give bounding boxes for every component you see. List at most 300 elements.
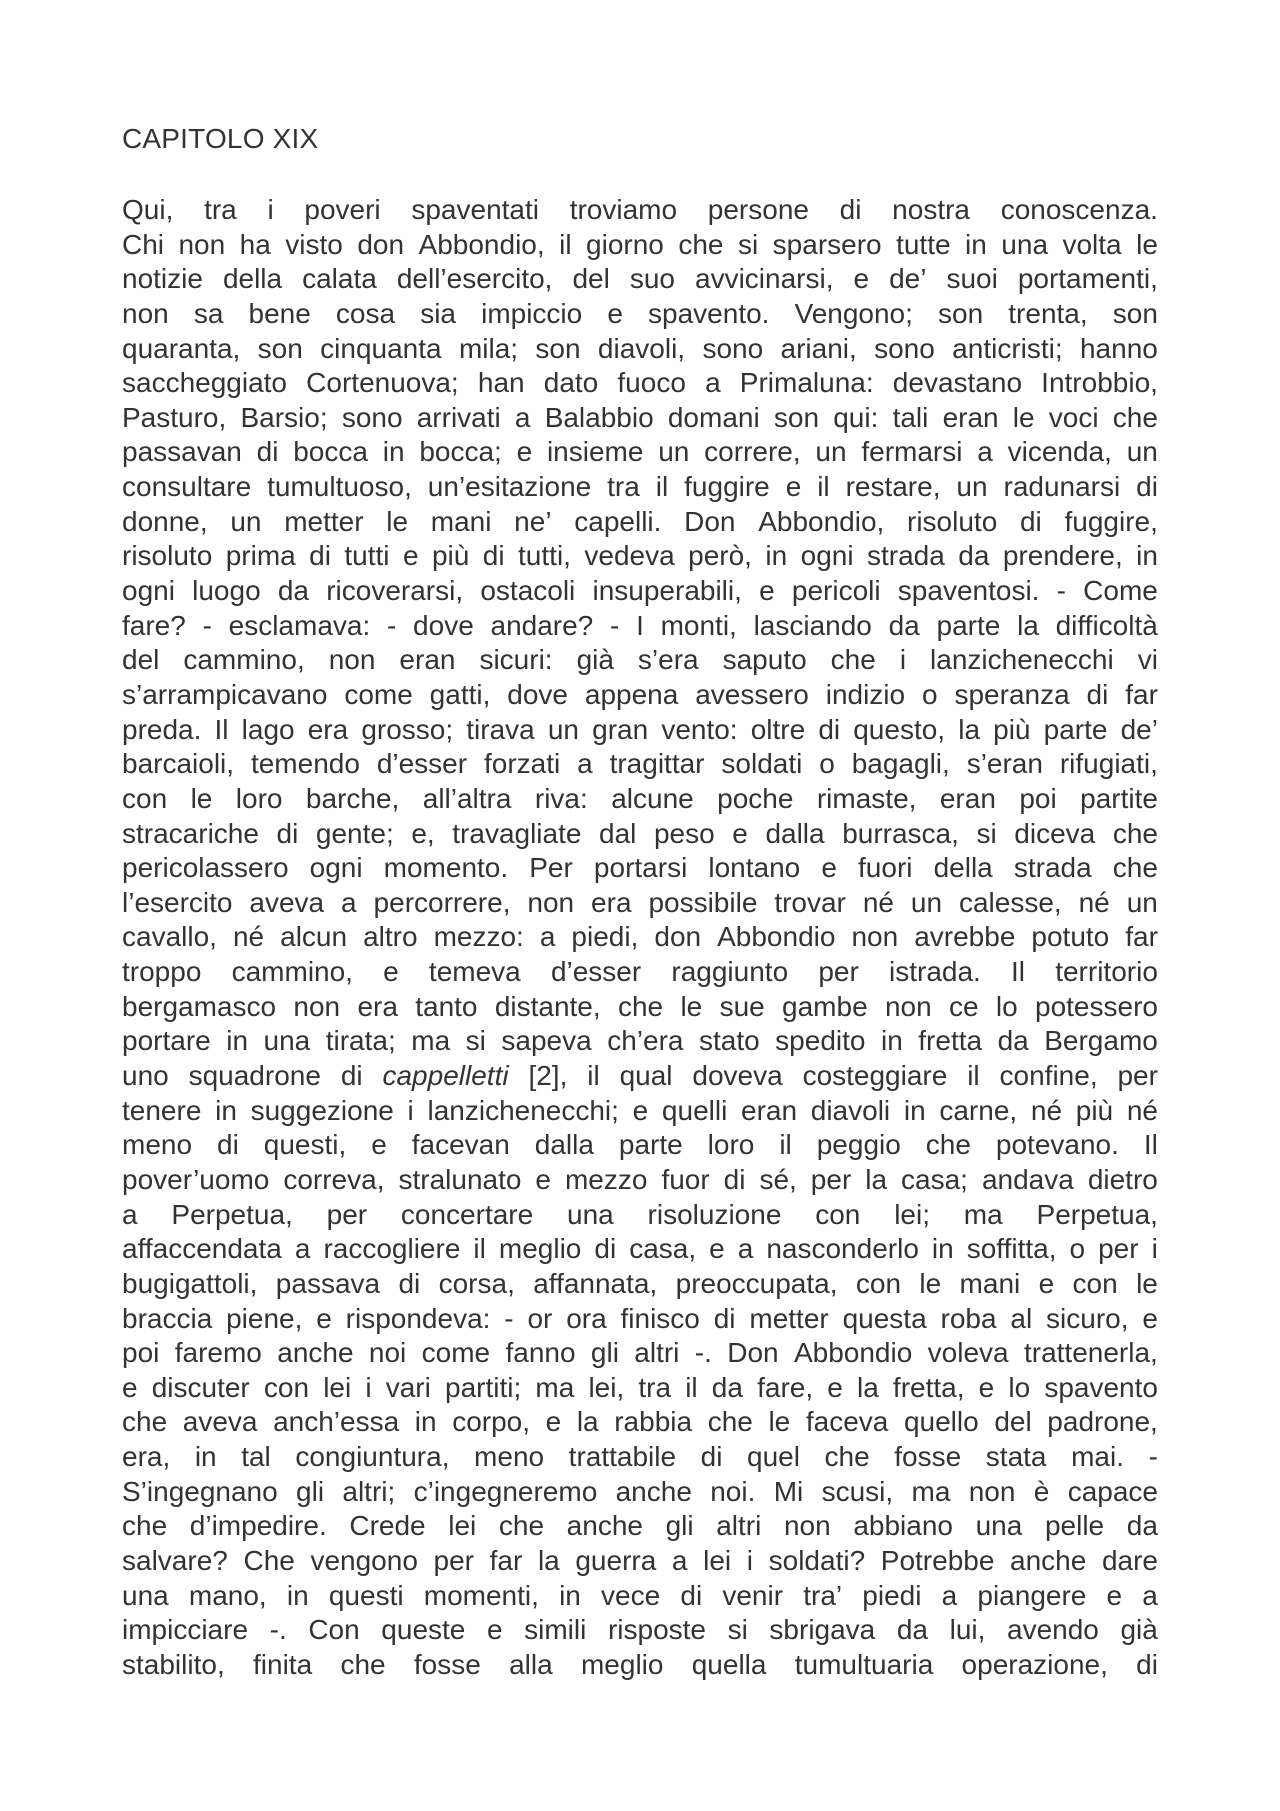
word: né (232, 921, 265, 953)
word: volta (1062, 228, 1122, 260)
word: a (941, 1579, 958, 1611)
word: di (276, 817, 299, 849)
word: da (1126, 1510, 1158, 1542)
word: ce (949, 990, 979, 1022)
word: travagliate (452, 817, 582, 849)
word: avessero (695, 678, 809, 710)
word: e (383, 956, 399, 988)
word: già (1120, 1614, 1158, 1646)
word: era (357, 990, 398, 1022)
word: diavoli (810, 1094, 891, 1126)
word: i (365, 1371, 372, 1403)
word: strada (867, 540, 945, 572)
text-line (122, 1198, 1158, 1233)
word: temendo (250, 748, 360, 780)
word: un (230, 505, 262, 537)
word: tali (892, 401, 929, 433)
word: altri (716, 1510, 762, 1542)
word: anch’essa (273, 1406, 400, 1438)
word: tanto (415, 990, 478, 1022)
word: lo (1008, 1371, 1031, 1403)
word: raccogliere (323, 1233, 461, 1265)
word: sa (193, 297, 224, 329)
word: speranza (954, 678, 1070, 710)
word: forzati (483, 748, 561, 780)
word: poveri (304, 194, 381, 225)
word: voci (1048, 401, 1099, 433)
word: fosse (413, 1648, 481, 1680)
word: l’esercito (122, 886, 233, 918)
word: si (737, 228, 759, 260)
word: in (559, 1579, 581, 1611)
word: mezzo: (433, 921, 524, 953)
word: grosso; (361, 713, 454, 745)
word: son (938, 297, 984, 329)
word: or (527, 1302, 553, 1334)
word: le (919, 1267, 942, 1299)
word: sicuro, (1046, 1302, 1129, 1334)
word: tutte (896, 228, 951, 260)
word: momento. (383, 852, 509, 884)
word: eran (741, 1094, 798, 1126)
word: la (958, 713, 981, 745)
word: sono (874, 332, 935, 364)
word: difficoltà (1055, 609, 1158, 641)
word: in (215, 1094, 237, 1126)
word: far (489, 1544, 523, 1576)
word: Cortenuova; (306, 367, 459, 399)
text-line (122, 401, 1158, 436)
word: -. (269, 1614, 287, 1646)
word: burrasca, (842, 817, 959, 849)
word: né (1126, 1094, 1158, 1126)
word: saccheggiato (122, 367, 288, 399)
word: gli (296, 1475, 325, 1507)
word: bagagli, (851, 748, 950, 780)
word: da (958, 540, 990, 572)
word: faceva (805, 1406, 889, 1438)
word: fuoco (617, 367, 686, 399)
word: son (773, 401, 820, 433)
word: suo (629, 263, 675, 295)
word: quello (903, 1406, 979, 1438)
word: e (978, 1371, 995, 1403)
word: a (539, 921, 556, 953)
word: istrada. (889, 956, 981, 988)
word: abbiano (853, 1510, 953, 1542)
word: portare (122, 1025, 211, 1057)
word: tra (638, 1371, 672, 1403)
word: Il (1011, 956, 1026, 988)
text-line (122, 920, 1158, 955)
word: e (785, 471, 802, 503)
word: ne’ (514, 505, 552, 537)
word: ha (239, 228, 271, 260)
word: e (1106, 1579, 1123, 1611)
word: dove (413, 609, 474, 641)
word: appena (584, 678, 679, 710)
word: rimaste, (816, 782, 917, 814)
word: nostra (892, 194, 970, 225)
word: operazione, (961, 1648, 1108, 1680)
text-line (122, 1163, 1158, 1198)
word: han (477, 367, 525, 399)
word: era, (122, 1441, 171, 1473)
word: che (925, 1129, 971, 1161)
text-line (122, 678, 1158, 713)
text-line (122, 262, 1158, 297)
word: di (309, 540, 331, 572)
word: questo, (853, 713, 946, 745)
word: pericolassero (122, 852, 289, 884)
word: fuggire, (1064, 505, 1158, 537)
word: un’esitazione (427, 471, 592, 503)
word: e (1142, 1302, 1158, 1334)
word: calata (302, 263, 377, 295)
word: però, (688, 540, 752, 572)
word: a (294, 1233, 311, 1265)
word: tra (204, 194, 237, 225)
word: Mi (773, 1475, 804, 1507)
word: cavallo, (122, 921, 217, 953)
word: fuori (858, 852, 913, 884)
word: - (202, 609, 212, 641)
text-line (122, 609, 1158, 644)
text-line (122, 1059, 1158, 1094)
word: per (326, 1198, 368, 1230)
word: un (658, 436, 690, 468)
word: cinquanta (320, 332, 442, 364)
word: Con (308, 1614, 360, 1646)
word: il (473, 1233, 486, 1265)
word: non (328, 644, 376, 676)
word: tutti, (518, 540, 571, 572)
word: portarsi (593, 852, 688, 884)
word: Abbondio, (418, 228, 545, 260)
word: visto (285, 228, 343, 260)
word: vece (601, 1579, 661, 1611)
word: qual (619, 1060, 673, 1092)
text-line (122, 1544, 1158, 1579)
word: Come (1083, 575, 1158, 607)
word: né (862, 886, 894, 918)
text-line (122, 1024, 1158, 1059)
word: anticristi; (952, 332, 1063, 364)
word: le (190, 782, 213, 814)
word: né (1078, 886, 1110, 918)
word: roba (940, 1302, 997, 1334)
word: mezzo (564, 1163, 648, 1195)
word: ogni (800, 540, 854, 572)
word: far (1125, 921, 1158, 953)
word: spaventati (411, 194, 539, 225)
word: anche (615, 1475, 692, 1507)
word: vicenda, (1007, 436, 1112, 468)
word: piedi (862, 1579, 922, 1611)
word: non (884, 990, 932, 1022)
word: non (527, 886, 575, 918)
word: calesse, (958, 886, 1062, 918)
word: lei, (588, 1371, 625, 1403)
word: una (263, 1025, 311, 1057)
word: loro (707, 1129, 755, 1161)
text-line (122, 228, 1158, 263)
word: a (1142, 1579, 1158, 1611)
word: peggio (816, 1129, 901, 1161)
word: avrebbe (914, 921, 1016, 953)
word: riva: (534, 782, 588, 814)
word: vento: (661, 713, 738, 745)
word: bocca (293, 436, 368, 468)
word: e (486, 1614, 503, 1646)
word: - (610, 609, 620, 641)
word: quel (747, 1441, 800, 1473)
word: vedeva (584, 540, 675, 572)
word: facevan (411, 1129, 510, 1161)
word: insieme (546, 436, 644, 468)
word: prendere, (1002, 540, 1123, 572)
word: del (572, 263, 610, 295)
word: d’esser (550, 956, 642, 988)
word: d’impedire. (189, 1510, 327, 1542)
word: che (678, 228, 724, 260)
word: non (783, 1510, 831, 1542)
word: gli (665, 1510, 694, 1542)
word: trattenerla, (1023, 1337, 1158, 1369)
word: stabilito, (122, 1648, 225, 1680)
word: fretta (918, 1025, 983, 1057)
word: spavento (1044, 1371, 1158, 1403)
word: da (896, 1614, 929, 1646)
word: son (535, 332, 581, 364)
word: - (386, 609, 397, 641)
word: con (1072, 1267, 1118, 1299)
word: quelli (661, 1094, 728, 1126)
word: fanno (505, 1337, 576, 1369)
text-line (122, 505, 1158, 540)
word: strada (1013, 852, 1092, 884)
word: meno (474, 1441, 545, 1473)
word: più (1075, 1094, 1114, 1126)
word: di (723, 1163, 746, 1195)
word: Balabbio (544, 401, 654, 433)
word: la (865, 1163, 888, 1195)
word: bene (248, 297, 311, 329)
word: gran (592, 713, 649, 745)
word: che (617, 990, 664, 1022)
word: troppo (122, 956, 202, 988)
word: - (504, 1302, 514, 1334)
word: ma (963, 1198, 1003, 1230)
word: non (293, 990, 341, 1022)
word: e, (411, 817, 435, 849)
word: in (382, 436, 405, 468)
word: Don (684, 505, 736, 537)
word: stralunato (398, 1163, 522, 1195)
word: sapeva (501, 1025, 592, 1057)
word: gatti, (429, 678, 491, 710)
word: sbrigava (769, 1614, 876, 1646)
word: partite (1080, 782, 1158, 814)
word: soldati? (768, 1544, 866, 1576)
word: rifugiati, (1059, 748, 1158, 780)
word: di (1019, 505, 1042, 537)
word: meglio (580, 1648, 664, 1680)
word: che (1112, 852, 1158, 884)
word: che (830, 644, 876, 676)
word: affaccendata (122, 1233, 282, 1265)
word: i (267, 194, 274, 225)
word: tenere (122, 1094, 202, 1126)
text-line (122, 643, 1158, 678)
word: e (827, 1371, 843, 1403)
word: braccia (122, 1302, 213, 1334)
word: finisco (620, 1302, 700, 1334)
text-line (122, 193, 1158, 228)
word: capelli. (574, 505, 662, 537)
word: trovar (774, 886, 846, 918)
word: sparsero (772, 228, 882, 260)
word: notizie (122, 263, 203, 295)
word: di (713, 1302, 736, 1334)
word: fretta, (892, 1371, 965, 1403)
word: soffitta, (966, 1233, 1057, 1265)
word: mani (959, 1267, 1021, 1299)
word: un (547, 713, 580, 745)
word: consultare (122, 471, 252, 503)
word: del (994, 1406, 1032, 1438)
word: il (587, 1060, 600, 1092)
word: un (815, 436, 847, 468)
word: tra’ (803, 1579, 843, 1611)
word: di (1136, 471, 1158, 503)
word: don (654, 921, 702, 953)
word: risoluto (907, 505, 998, 537)
word: confine, (999, 1060, 1098, 1092)
text-line (122, 990, 1158, 1025)
word: a (577, 748, 593, 780)
word: tumultuaria (794, 1648, 934, 1680)
word: un (1126, 886, 1158, 918)
word: si (727, 1614, 748, 1646)
word: lui, (949, 1614, 986, 1646)
word: in (965, 228, 987, 260)
word: S’ingegnano (122, 1475, 278, 1507)
word: con (263, 1371, 310, 1403)
word: saputo (722, 644, 807, 676)
word: s’era (637, 644, 699, 676)
word: diceva (1014, 817, 1096, 849)
word: passavan (122, 436, 242, 468)
word: in (765, 540, 788, 572)
word: fare? (122, 609, 186, 641)
word: dalla (765, 817, 825, 849)
word: Vengono; (794, 297, 913, 329)
word: un (910, 886, 943, 918)
word: tutti (344, 540, 390, 572)
word: dal (599, 817, 637, 849)
word: risposte (607, 1614, 706, 1646)
word: in (286, 1579, 309, 1611)
word: di (217, 1129, 239, 1161)
text-line (122, 470, 1158, 505)
word: da (277, 575, 310, 607)
word: del (122, 644, 160, 676)
word: i (407, 1094, 414, 1126)
word: percorrere, (373, 886, 511, 918)
text-line (122, 1648, 1158, 1683)
word: parte (618, 1129, 683, 1161)
word: il (779, 1129, 792, 1161)
word: dalla (534, 1129, 594, 1161)
word: più (431, 540, 470, 572)
word: poi (1019, 782, 1057, 814)
word: casa; (901, 1163, 968, 1195)
word: il (685, 1371, 698, 1403)
word: - (1148, 1441, 1158, 1473)
word: esclamava: (228, 609, 371, 641)
word: sicuri: (479, 644, 553, 676)
word: e (709, 1233, 725, 1265)
word: in (880, 1025, 903, 1057)
word: squadrone (188, 1060, 321, 1092)
word: aveva (249, 886, 325, 918)
word: padrone, (1047, 1406, 1158, 1438)
word: lasciando (753, 609, 872, 641)
chapter-title: CAPITOLO XIX (122, 123, 319, 154)
word: i (1151, 1233, 1158, 1265)
text-line (122, 782, 1158, 817)
word: trattabile (568, 1441, 677, 1473)
word: affannata, (533, 1267, 658, 1299)
word: doveva (692, 1060, 783, 1092)
word: concertare (400, 1198, 534, 1230)
word: non (122, 297, 169, 329)
word: anche (277, 1337, 354, 1369)
italic-word: cappelletti (382, 1060, 509, 1092)
word: trenta, (1008, 297, 1088, 329)
text-line (122, 297, 1158, 332)
word: la (537, 1544, 560, 1576)
text-line (122, 1336, 1158, 1371)
word: portamenti, (1017, 263, 1158, 295)
word: che (340, 1648, 386, 1680)
word: lei; (894, 1198, 930, 1230)
word: lei (323, 1371, 352, 1403)
word: gli (590, 1337, 619, 1369)
word: il (559, 228, 572, 260)
word: radunarsi (1003, 471, 1121, 503)
word: e (732, 817, 748, 849)
word: s’eran (966, 748, 1043, 780)
word: il (655, 471, 669, 503)
word: son (257, 332, 303, 364)
word: con (855, 1267, 902, 1299)
word: di (818, 713, 841, 745)
word: le (386, 505, 409, 537)
text-line (122, 1509, 1158, 1544)
text-line (122, 1371, 1158, 1406)
word: questi (328, 1579, 404, 1611)
word: lanzichenecchi (930, 644, 1114, 676)
word: gente; (315, 817, 394, 849)
word: costeggiare (802, 1060, 948, 1092)
word: de’ (889, 263, 927, 295)
word: fuor (661, 1163, 710, 1195)
word: s’arrampicavano (122, 678, 328, 710)
word: qui: (833, 401, 879, 433)
word: piedi, (571, 921, 639, 953)
